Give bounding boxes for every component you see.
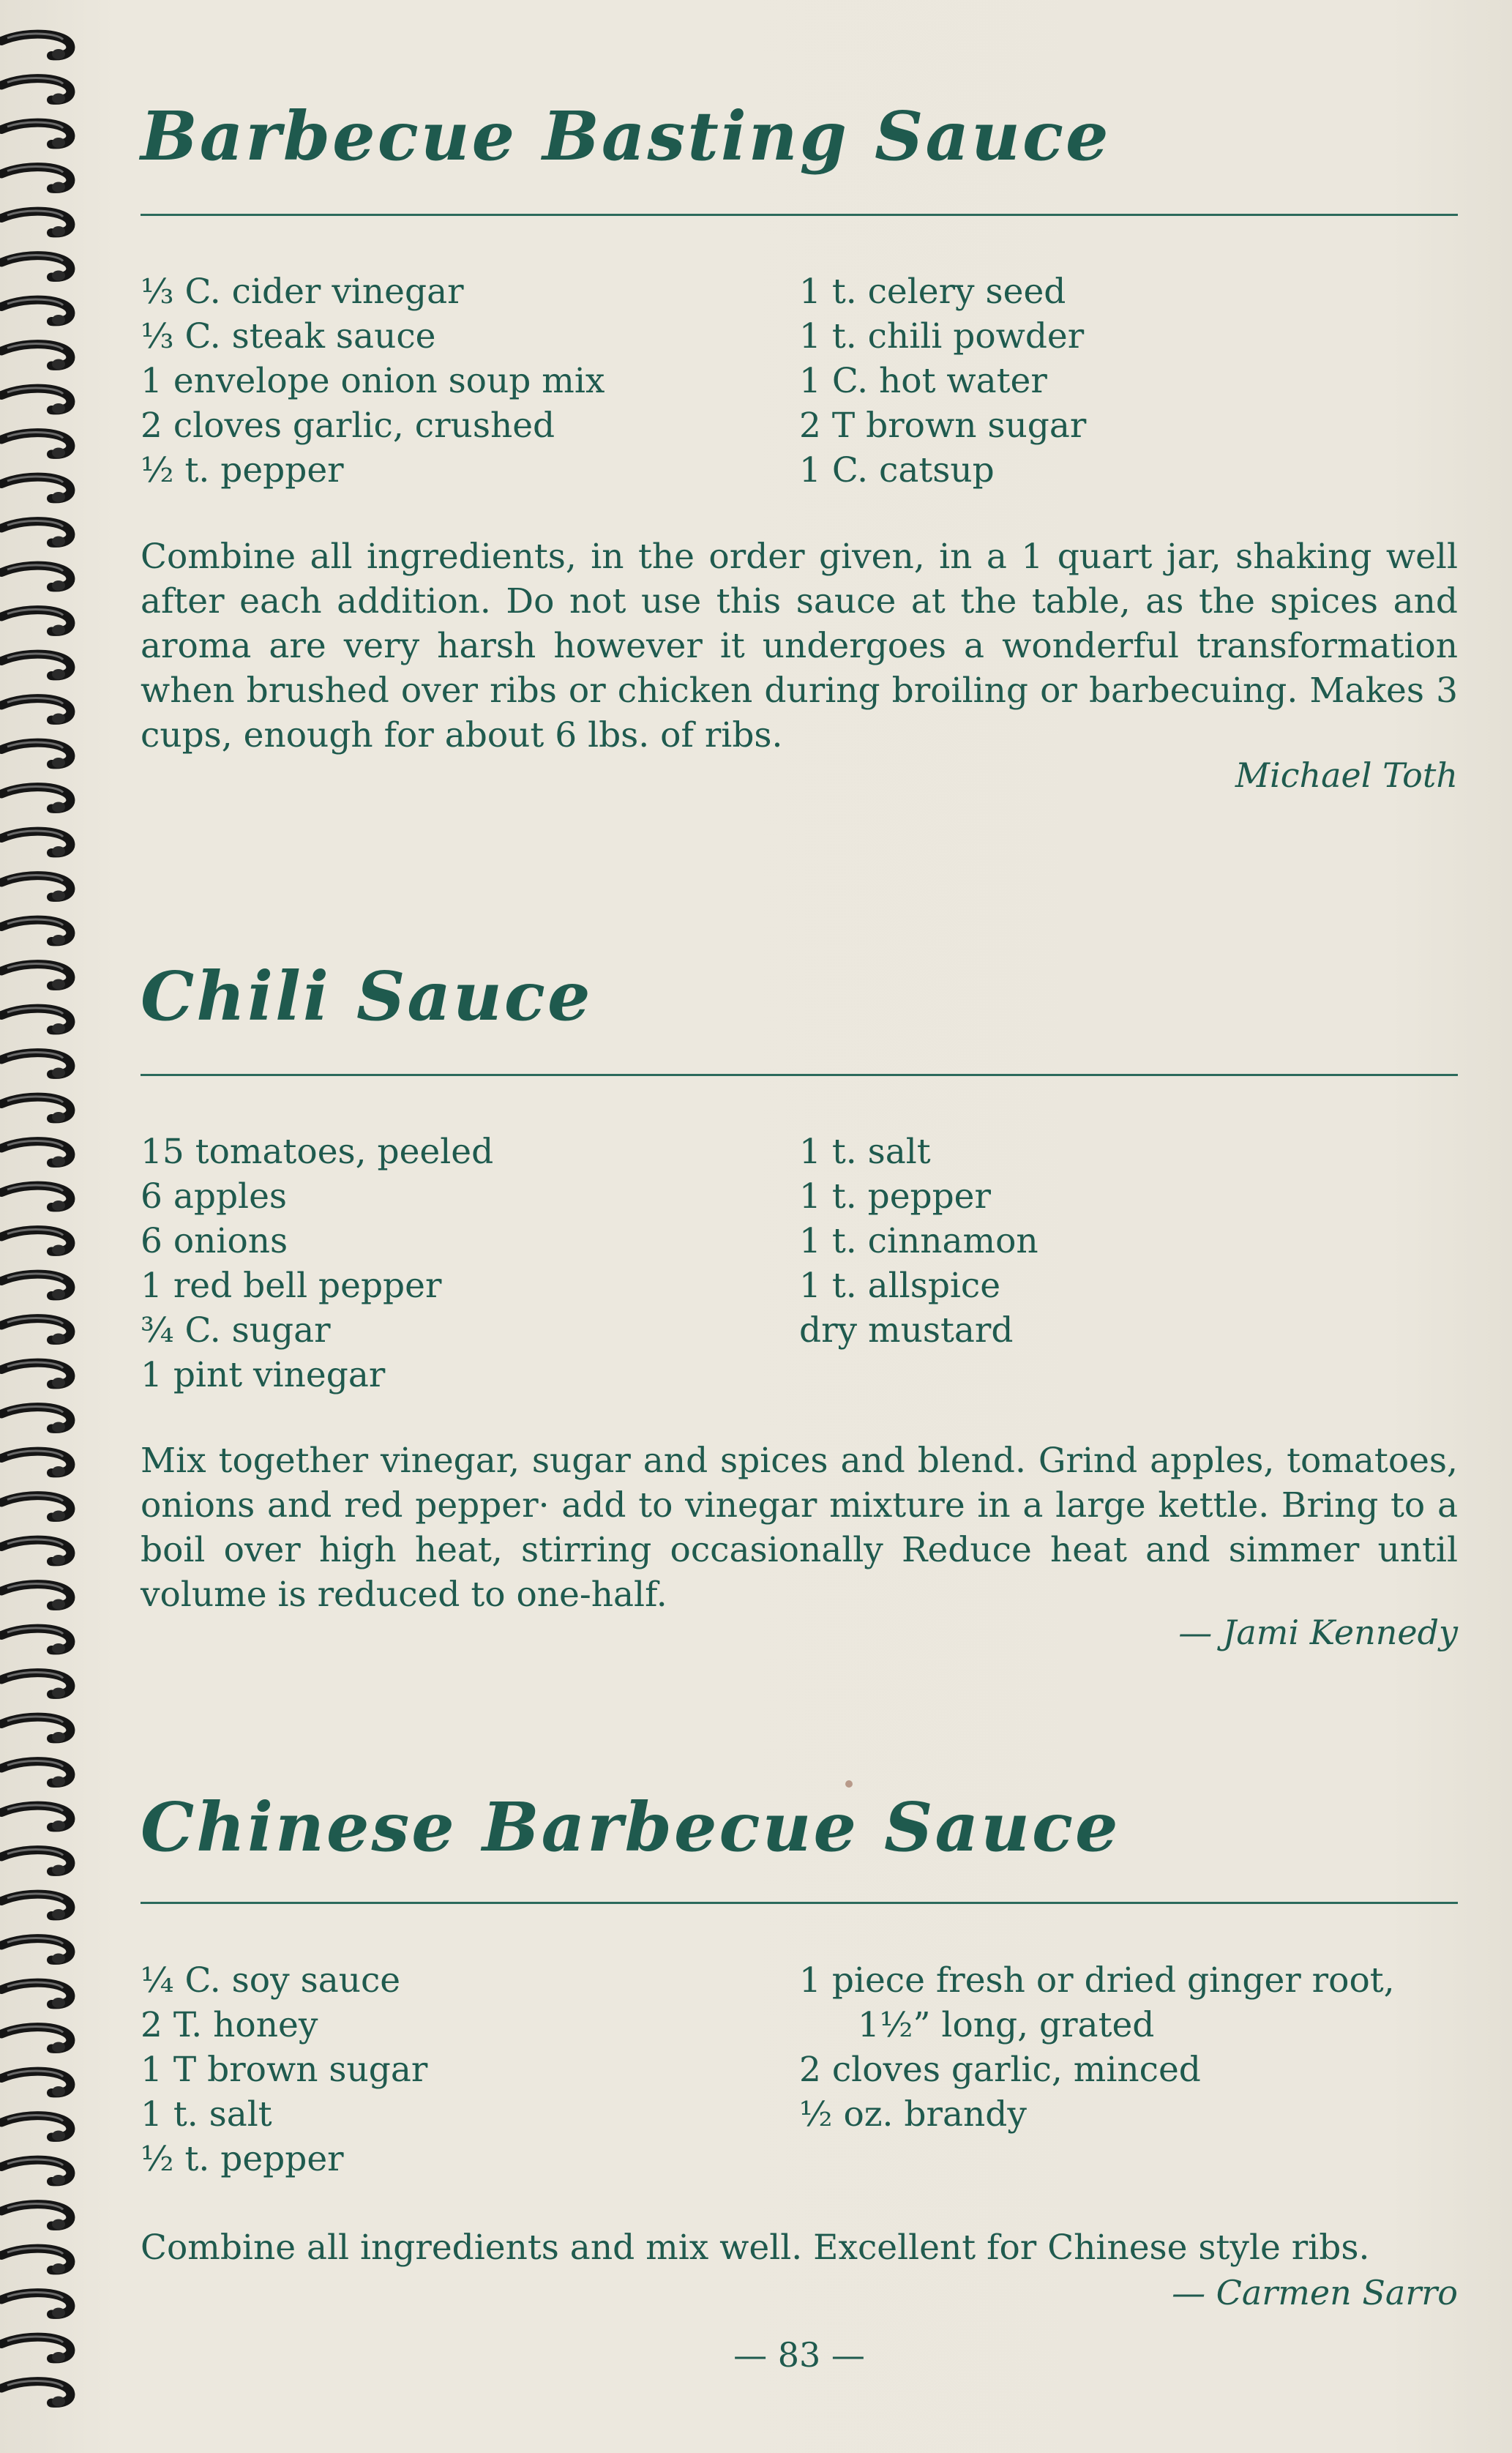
spiral-coil — [1, 1318, 70, 1344]
spiral-coil — [1, 2071, 70, 2097]
recipe-title: Barbecue Basting Sauce — [141, 97, 1111, 176]
spiral-coil — [1, 1274, 70, 1299]
spiral-coil — [1, 1938, 70, 1964]
spiral-coil — [1, 1362, 70, 1388]
spiral-coil — [1, 1496, 70, 1521]
ingredient: 2 T brown sugar — [799, 406, 1087, 446]
spiral-coil — [1, 1584, 70, 1610]
ingredient: ¼ C. soy sauce — [141, 1960, 401, 2001]
spiral-coil — [1, 2204, 70, 2230]
ingredient: 1 t. pepper — [799, 1176, 991, 1217]
spiral-coil — [1, 1097, 70, 1122]
spiral-coil — [1, 875, 70, 901]
spiral-coil — [1, 477, 70, 502]
ingredient: ⅓ C. steak sauce — [141, 316, 436, 356]
ingredient: 15 tomatoes, peeled — [141, 1132, 494, 1172]
recipe-author: Michael Toth — [1235, 755, 1458, 795]
ingredient: 6 apples — [141, 1176, 288, 1217]
ingredients-right — [799, 1958, 1395, 2137]
spiral-coil — [1, 610, 70, 635]
ingredient: 2 T. honey — [141, 2005, 318, 2045]
recipe-directions: Combine all ingredients, in the order given, in a 1 quart jar, shaking well after each addition. Do not use this sauce at the table, as the spices and aroma are very harsh however it undergoes a wonderful transformation when brushed over ribs or chicken during broiling or barbecuing. Makes 3 cups, enough for about 6 lbs. of ribs. — [141, 537, 1458, 755]
spiral-coil — [1, 654, 70, 679]
spiral-coil — [1, 388, 70, 414]
spiral-coil — [1, 1628, 70, 1654]
recipe-author: — Carmen Sarro — [1172, 2273, 1458, 2312]
spiral-coil — [1, 565, 70, 591]
spiral-coil — [1, 964, 70, 990]
ingredient: 1 t. salt — [799, 1132, 931, 1172]
recipe-title: Chili Sauce — [141, 957, 593, 1036]
spiral-coil — [1, 78, 70, 104]
spiral-coil — [1, 2293, 70, 2318]
spiral-coil — [1, 255, 70, 281]
spiral-coil — [1, 1894, 70, 1919]
ingredient: 1 t. cinnamon — [799, 1221, 1038, 1261]
ingredient: 1 T brown sugar — [141, 2050, 428, 2090]
spiral-coil — [1, 2116, 70, 2141]
ingredients-left — [141, 1958, 427, 2181]
spiral-coil — [1, 1717, 70, 1742]
recipe-author: — Jami Kennedy — [1178, 1613, 1458, 1652]
title-divider — [141, 1902, 1458, 1904]
spiral-coil — [1, 831, 70, 856]
ingredients-left — [141, 269, 605, 493]
recipe-title: Chinese Barbecue Sauce — [141, 1788, 1120, 1867]
spiral-coil — [1, 344, 70, 370]
ingredient: 2 cloves garlic, crushed — [141, 406, 555, 446]
ingredient: 1 C. hot water — [799, 361, 1047, 401]
spiral-coil — [1, 1053, 70, 1078]
page-number: — 83 — — [733, 2335, 865, 2375]
recipe-directions: Mix together vinegar, sugar and spices and blend. Grind apples, tomatoes, onions and red pepper· add to vinegar mixture in a large kettle. Bring to a boil over high heat, stirring occasionally Reduce heat and simmer until volume is reduced to one-half. — [141, 1441, 1458, 1615]
ingredient: ¾ C. sugar — [141, 1310, 331, 1351]
ingredient: 1 t. salt — [141, 2094, 272, 2135]
spiral-coil — [1, 299, 70, 325]
spiral-coil — [1, 1141, 70, 1167]
recipe-directions: Combine all ingredients and mix well. Excellent for Chinese style ribs. — [141, 2228, 1370, 2268]
title-divider — [141, 214, 1458, 216]
spiral-coil — [1, 1850, 70, 1875]
ingredient: 1 pint vinegar — [141, 1355, 386, 1395]
ingredient: 1 t. allspice — [799, 1266, 1001, 1306]
spiral-coil — [1, 1673, 70, 1698]
spiral-coil — [1, 1539, 70, 1565]
spiral-coil — [1, 787, 70, 813]
spiral-coil — [1, 1407, 70, 1433]
spiral-binding — [0, 0, 110, 2453]
ingredient: ½ oz. brandy — [799, 2094, 1027, 2135]
ingredient: 6 onions — [141, 1221, 288, 1261]
ingredient: 1 C. catsup — [799, 450, 995, 490]
ingredient: ½ t. pepper — [141, 2139, 344, 2179]
spiral-coil — [1, 2337, 70, 2362]
ingredient: 1 t. celery seed — [799, 272, 1066, 312]
spiral-coil — [1, 167, 70, 193]
spiral-coil — [1, 1982, 70, 2008]
spiral-coil — [1, 2159, 70, 2185]
spiral-coil — [1, 2027, 70, 2053]
spiral-coil — [1, 1230, 70, 1255]
spiral-coil — [1, 521, 70, 547]
ingredient: 1 piece fresh or dried ginger root, — [799, 1960, 1395, 2001]
spiral-coil — [1, 698, 70, 724]
ingredient: 1 envelope onion soup mix — [141, 361, 605, 401]
spiral-coil — [1, 1805, 70, 1831]
spiral-coil — [1, 34, 70, 59]
ingredients-left — [141, 1130, 493, 1397]
title-divider — [141, 1074, 1458, 1076]
spiral-coil — [1, 122, 70, 148]
ingredient: 1 red bell pepper — [141, 1266, 442, 1306]
ingredient: 1 t. chili powder — [799, 316, 1085, 356]
ingredient: dry mustard — [799, 1310, 1014, 1351]
spiral-coil — [1, 2248, 70, 2274]
spiral-coil — [1, 211, 70, 236]
spiral-coil — [1, 433, 70, 458]
spiral-coil — [1, 1761, 70, 1787]
paper-speck — [845, 1780, 853, 1788]
ingredients-right — [799, 269, 1086, 493]
spiral-coil — [1, 1185, 70, 1211]
spiral-coil — [1, 742, 70, 768]
ingredient: ½ t. pepper — [141, 450, 344, 490]
ingredient: ⅓ C. cider vinegar — [141, 272, 464, 312]
ingredient: 2 cloves garlic, minced — [799, 2050, 1201, 2090]
ingredients-right — [799, 1130, 1038, 1353]
ingredient-continued: 1½” long, grated — [858, 2005, 1155, 2045]
spiral-coil — [1, 2381, 70, 2407]
spiral-coil — [1, 1451, 70, 1476]
spiral-coil — [1, 1008, 70, 1034]
spiral-coil — [1, 919, 70, 945]
